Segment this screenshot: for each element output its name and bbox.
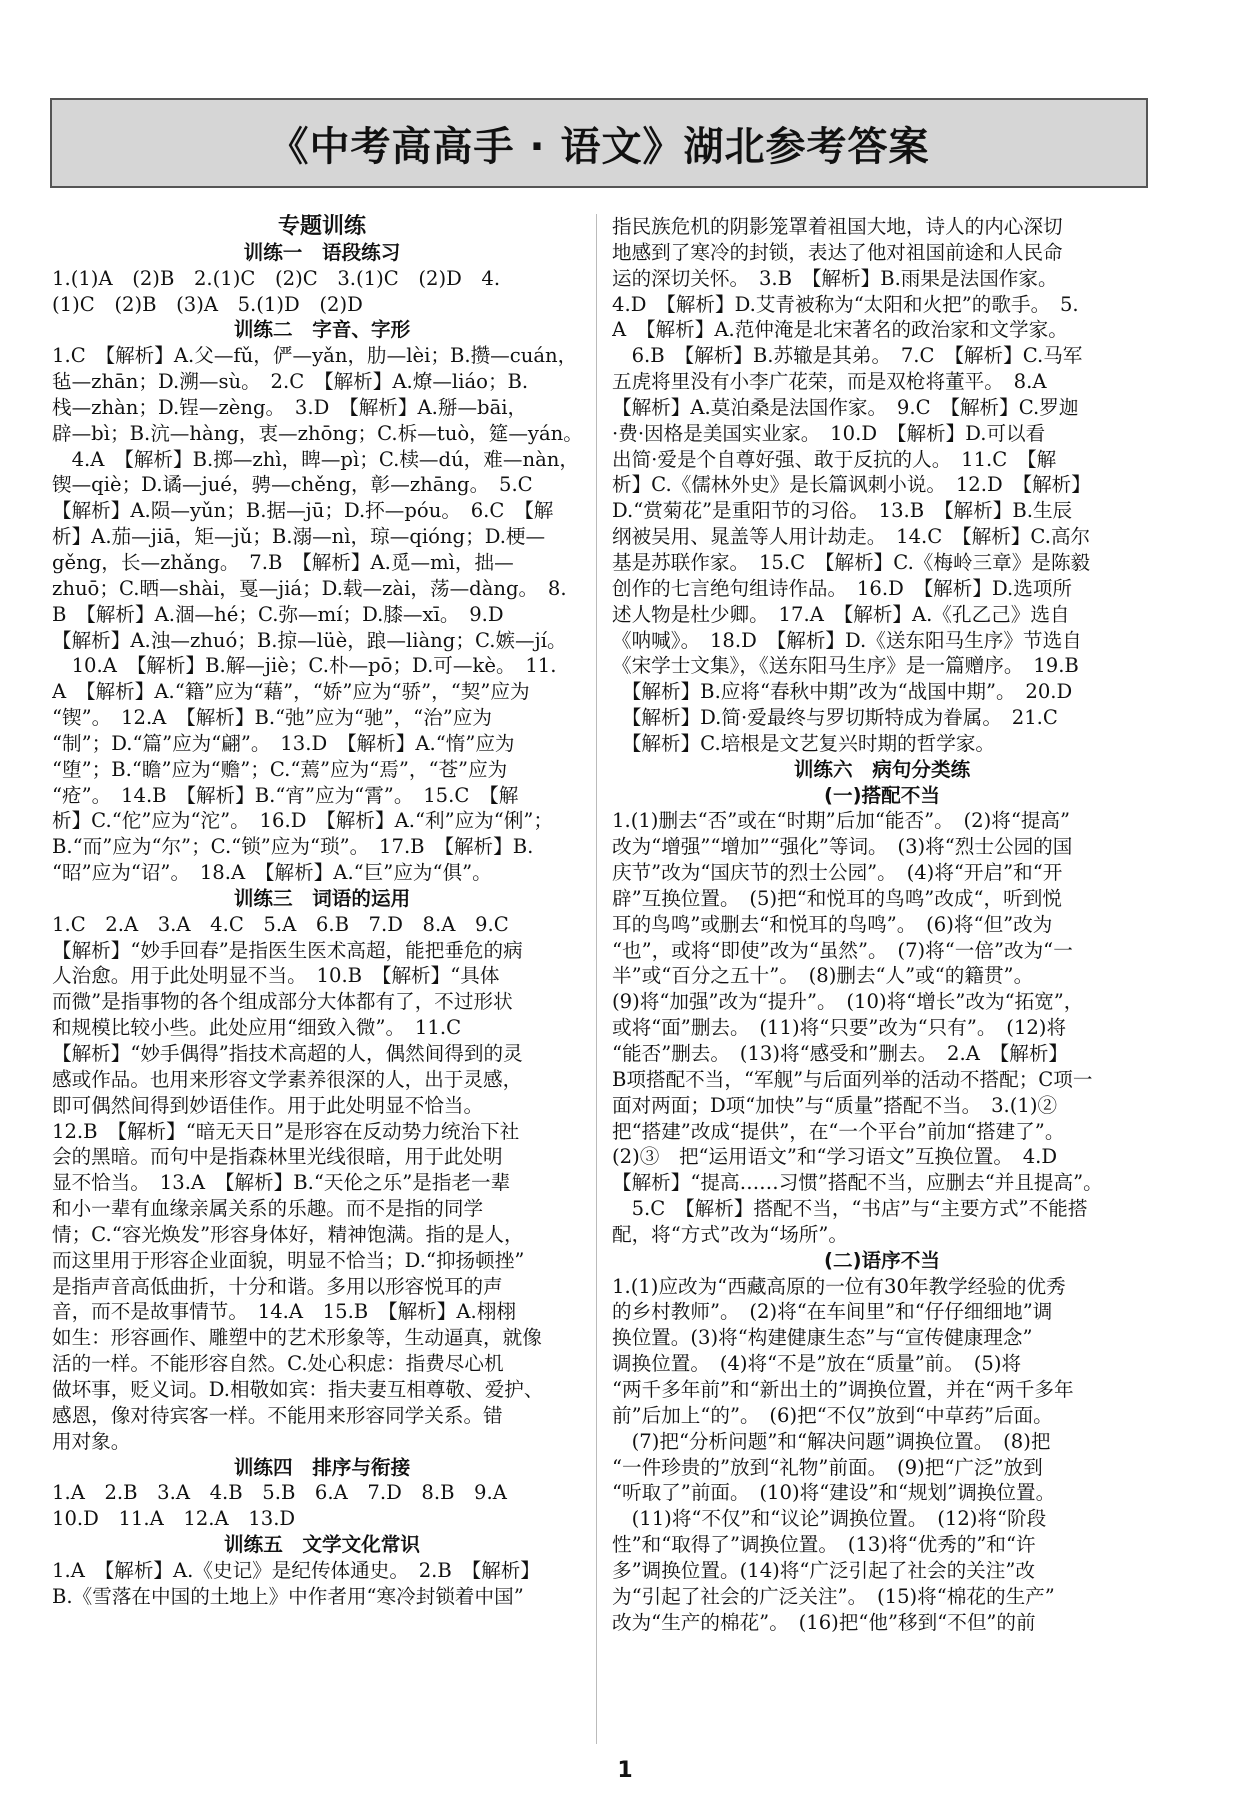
text-line: 创作的七言绝句组诗作品。 16.D 【解析】D.选项所 (612, 576, 1072, 600)
text-line: 【解析】“妙手回春”是指医生医术高超，能把垂危的病 (52, 938, 523, 962)
text-line: 栈—zhàn；D.锃—zèng。 3.D 【解析】A.掰—bāi， (52, 395, 528, 419)
text-line: 面对两面；D项“加快”与“质量”搭配不当。 3.(1)② (612, 1093, 1058, 1117)
text-line: 前”后加上“的”。 (6)把“不仅”放到“中草药”后面。 (612, 1403, 1053, 1427)
text-line: 1.(1)删去“否”或在“时期”后加“能否”。 (2)将“提高” (612, 809, 1071, 833)
text-line: “听取了”前面。 (10)将“建设”和“规划”调换位置。 (612, 1481, 1056, 1505)
text-line: 辟—bì；B.沆—hàng，衷—zhōng；C.柝—tuò，筵—yán。 (52, 421, 583, 445)
text-line: “制”；D.“篇”应为“翩”。 13.D 【解析】A.“惰”应为 (52, 731, 515, 755)
text-line: 纲被吴用、晁盖等人用计劫走。 14.C 【解析】C.高尔 (612, 525, 1091, 549)
text-line: 配，将“方式”改为“场所”。 (612, 1222, 849, 1246)
text-line: 人治愈。用于此处明显不当。 10.B 【解析】“具体 (52, 964, 500, 988)
section-heading: 训练二 字音、字形 (233, 318, 411, 342)
section-heading: 训练五 文学文化常识 (224, 1533, 420, 1557)
page-title: 《中考高高手 · 语文》湖北参考答案 (268, 123, 930, 170)
text-line: 改为“增强”“增加”“强化”等词。 (3)将“烈士公园的国 (612, 835, 1073, 859)
text-line: zhuō；C.晒—shài，戛—jiá；D.载—zài，荡—dàng。 8. (52, 576, 567, 600)
text-line: 如生：形容画作、雕塑中的艺术形象等，生动逼真，就像 (52, 1326, 542, 1350)
section-heading: 训练六 病句分类练 (793, 757, 971, 781)
text-line: 1.(1)A (2)B 2.(1)C (2)C 3.(1)C (2)D 4. (52, 266, 501, 290)
text-line: 辟”互换位置。 (5)把“和悦耳的鸟鸣”改成“，听到悦 (612, 886, 1062, 910)
left-column (52, 214, 592, 1744)
text-line: 感恩，像对待宾客一样。不能用来形容同学关系。错 (52, 1403, 503, 1427)
text-line: 即可偶然间得到妙语佳作。用于此处明显不恰当。 (52, 1093, 484, 1117)
text-line: 音，而不是故事情节。 14.A 15.B 【解析】A.栩栩 (52, 1300, 516, 1324)
text-line: 性”和“取得了”调换位置。 (13)将“优秀的”和“许 (612, 1533, 1036, 1557)
text-line: 10.A 【解析】B.解—jiè；C.朴—pō；D.可—kè。 11. (52, 654, 557, 678)
text-line: (7)把“分析问题”和“解决问题”调换位置。 (8)把 (612, 1429, 1051, 1453)
text-line: “堕”；B.“瞻”应为“赡”；C.“蔫”应为“焉”，“苍”应为 (52, 757, 508, 781)
text-line: 6.B 【解析】B.苏辙是其弟。 7.C 【解析】C.马军 (612, 344, 1083, 368)
text-line: 1.A 2.B 3.A 4.B 5.B 6.A 7.D 8.B 9.A (52, 1481, 507, 1505)
text-line: 或将“面”删去。 (11)将“只要”改为“只有”。 (12)将 (612, 1016, 1067, 1040)
text-line: B.“而”应为“尔”；C.“锁”应为“琐”。 17.B 【解析】B. (52, 835, 534, 859)
text-line: “昭”应为“诏”。 18.A 【解析】A.“巨”应为“俱”。 (52, 861, 492, 885)
section-heading: 训练三 词语的运用 (233, 886, 411, 910)
text-line: 运的深切关怀。 3.B 【解析】B.雨果是法国作家。 (612, 266, 1058, 290)
text-line: 【解析】A.浊—zhuó；B.掠—lüè，踉—liàng；C.嫉—jí。 (52, 628, 567, 652)
text-line: 做坏事，贬义词。D.相敬如宾：指夫妻互相尊敬、爱护、 (52, 1377, 544, 1401)
text-line: (2)③ 把“运用语文”和“学习语文”互换位置。 4.D (612, 1145, 1058, 1169)
text-line: 会的黑暗。而句中是指森林里光线很暗，用于此处明 (52, 1145, 503, 1169)
text-line: 5.C 【解析】搭配不当，“书店”与“主要方式”不能搭 (612, 1197, 1088, 1221)
text-line: 半”或“百分之五十”。 (8)删去“人”或“的籍贯”。 (612, 964, 1034, 988)
text-line: 指民族危机的阴影笼罩着祖国大地，诗人的内心深切 (612, 215, 1063, 238)
text-line: D.“赏菊花”是重阳节的习俗。 13.B 【解析】B.生辰 (612, 499, 1073, 523)
right-column (612, 214, 1152, 1744)
text-line: 和规模比较小些。此处应用“细致入微”。 11.C (52, 1016, 462, 1040)
text-line: 感或作品。也用来形容文学素养很深的人，出于灵感， (52, 1067, 523, 1091)
text-line: (11)将“不仅”和“议论”调换位置。 (12)将“阶段 (612, 1507, 1047, 1531)
text-line: 地感到了寒冷的封锁，表达了他对祖国前途和人民命 (612, 240, 1063, 264)
text-line: “锲”。 12.A 【解析】B.“弛”应为“驰”，“治”应为 (52, 706, 492, 730)
text-line: 1.A 【解析】A.《史记》是纪传体通史。 2.B 【解析】 (52, 1558, 540, 1582)
text-line: 五虎将里没有小李广花荣，而是双枪将董平。 8.A (612, 370, 1047, 394)
text-line: 显不恰当。 13.A 【解析】B.“天伦之乐”是指老一辈 (52, 1171, 511, 1195)
text-line: ·费·因格是美国实业家。 10.D 【解析】D.可以看 (612, 421, 1046, 445)
text-line: 1.C 2.A 3.A 4.C 5.A 6.B 7.D 8.A 9.C (52, 912, 509, 936)
text-line: 庆节”改为“国庆节的烈士公园”。 (4)将“开启”和“开 (612, 861, 1063, 885)
text-line: 析】C.《儒林外史》是长篇讽刺小说。 12.D 【解析】 (612, 473, 1091, 497)
text-line: 10.D 11.A 12.A 13.D (52, 1507, 296, 1531)
section-heading: (二)语序不当 (824, 1248, 940, 1272)
text-line: 是指声音高低曲折，十分和谐。多用以形容悦耳的声 (52, 1274, 503, 1298)
text-line: 析】A.茄—jiā，矩—jǔ；B.溺—nì，琼—qióng；D.梗— (52, 525, 546, 549)
text-line: 【解析】A.陨—yǔn；B.据—jū；D.抔—póu。 6.C 【解 (52, 499, 554, 523)
section-heading: 训练一 语段练习 (243, 240, 401, 264)
text-line: 【解析】A.莫泊桑是法国作家。 9.C 【解析】C.罗迦 (612, 395, 1079, 419)
text-line: 【解析】“提高……习惯”搭配不当，应删去“并且提高”。 (612, 1171, 1103, 1195)
text-line: 用对象。 (52, 1429, 131, 1453)
text-line: 耳的鸟鸣”或删去“和悦耳的鸟鸣”。 (6)将“但”改为 (612, 912, 1053, 936)
text-line: 多”调换位置。(14)将“广泛引起了社会的关注”改 (612, 1558, 1035, 1582)
text-line: 4.D 【解析】D.艾青被称为“太阳和火把”的歌手。 5. (612, 292, 1079, 316)
text-line: “一件珍贵的”放到“礼物”前面。 (9)把“广泛”放到 (612, 1455, 1043, 1479)
text-line: 换位置。(3)将“构建健康生态”与“宣传健康理念” (612, 1326, 1033, 1350)
text-line: “两千多年前”和“新出土的”调换位置，并在“两千多年 (612, 1377, 1074, 1401)
text-line: 改为“生产的棉花”。 (16)把“他”移到“不但”的前 (612, 1610, 1036, 1634)
text-line: 【解析】D.简·爱最终与罗切斯特成为眷属。 21.C (612, 706, 1058, 730)
text-line: 【解析】C.培根是文艺复兴时期的哲学家。 (612, 731, 996, 755)
text-line: 《呐喊》。 18.D 【解析】D.《送东阳马生序》节选自 (612, 628, 1082, 652)
text-line: 而微”是指事物的各个组成部分大体都有了，不过形状 (52, 990, 513, 1014)
text-line: 和小一辈有血缘亲属关系的乐趣。而不是指的同学 (52, 1197, 484, 1221)
text-line: 4.A 【解析】B.掷—zhì，睥—pì；C.椟—dú，难—nàn， (52, 447, 579, 471)
text-line: 《宋学士文集》，《送东阳马生序》是一篇赠序。 19.B (612, 654, 1079, 678)
text-line: 调换位置。 (4)将“不是”放在“质量”前。 (5)将 (612, 1352, 1022, 1376)
text-line: 活的一样。不能形容自然。C.处心积虑：指费尽心机 (52, 1352, 504, 1376)
section-heading: (一)搭配不当 (824, 783, 940, 807)
text-line: 毡—zhān；D.溯—sù。 2.C 【解析】A.燎—liáo；B. (52, 370, 529, 394)
text-line: gěng，长—zhǎng。 7.B 【解析】A.觅—mì，拙— (52, 550, 514, 574)
text-line: 基是苏联作家。 15.C 【解析】C.《梅岭三章》是陈毅 (612, 550, 1091, 574)
text-line: B.《雪落在中国的土地上》中作者用“寒冷封锁着中国” (52, 1584, 524, 1608)
text-line: “疮”。 14.B 【解析】B.“宵”应为“霄”。 15.C 【解 (52, 783, 519, 807)
text-line: 把“搭建”改成“提供”，在“一个平台”前加“搭建了”。 (612, 1119, 1065, 1143)
text-line: 析】C.“佗”应为“沱”。 16.D 【解析】A.“利”应为“俐”； (52, 809, 553, 833)
text-line: “能否”删去。 (13)将“感受和”删去。 2.A 【解析】 (612, 1042, 1069, 1065)
page-number: 1 (617, 1758, 633, 1783)
text-line: A 【解析】A.范仲淹是北宋著名的政治家和文学家。 (612, 318, 1068, 342)
text-line: 【解析】B.应将“春秋中期”改为“战国中期”。 20.D (612, 680, 1073, 704)
text-line: A 【解析】A.“籍”应为“藉”，“娇”应为“骄”，“契”应为 (52, 680, 530, 704)
text-line: 而这里用于形容企业面貌，明显不恰当；D.“抑扬顿挫” (52, 1248, 525, 1272)
text-line: (9)将“加强”改为“提升”。 (10)将“增长”改为“拓宽”， (612, 990, 1084, 1014)
section-heading: 训练四 排序与衔接 (233, 1455, 411, 1479)
text-line: 【解析】“妙手偶得”指技术高超的人，偶然间得到的灵 (52, 1042, 523, 1065)
title-banner (50, 98, 1148, 188)
text-line: 12.B 【解析】“暗无天日”是形容在反动势力统治下社 (52, 1119, 520, 1143)
text-line: 述人物是杜少卿。 17.A 【解析】A.《孔乙己》选自 (612, 602, 1070, 626)
text-line: 锲—qiè；D.谲—jué，骋—chěng，彰—zhāng。 5.C (52, 473, 533, 497)
text-line: 1.(1)应改为“西藏高原的一位有30年教学经验的优秀 (612, 1274, 1066, 1298)
text-line: 的乡村教师”。 (2)将“在车间里”和“仔仔细细地”调 (612, 1300, 1053, 1324)
text-line: B项搭配不当，“军舰”与后面列举的活动不搭配；C项一 (612, 1067, 1093, 1091)
text-line: (1)C (2)B (3)A 5.(1)D (2)D (52, 292, 363, 316)
text-line: “也”，或将“即使”改为“虽然”。 (7)将“一倍”改为“一 (612, 938, 1073, 962)
text-line: 出简·爱是个自尊好强、敢于反抗的人。 11.C 【解 (612, 447, 1057, 471)
column-divider (596, 214, 597, 1744)
text-line: B 【解析】A.涸—hé；C.弥—mí；D.膝—xī。 9.D (52, 602, 504, 626)
section-heading: 专题训练 (277, 214, 366, 239)
text-line: 1.C 【解析】A.父—fǔ，俨—yǎn，肋—lèi；B.攒—cuán， (52, 344, 578, 368)
text-line: 为“引起了社会的广泛关注”。 (15)将“棉花的生产” (612, 1584, 1055, 1608)
text-line: 情；C.“容光焕发”形容身体好，精神饱满。指的是人， (52, 1222, 524, 1246)
